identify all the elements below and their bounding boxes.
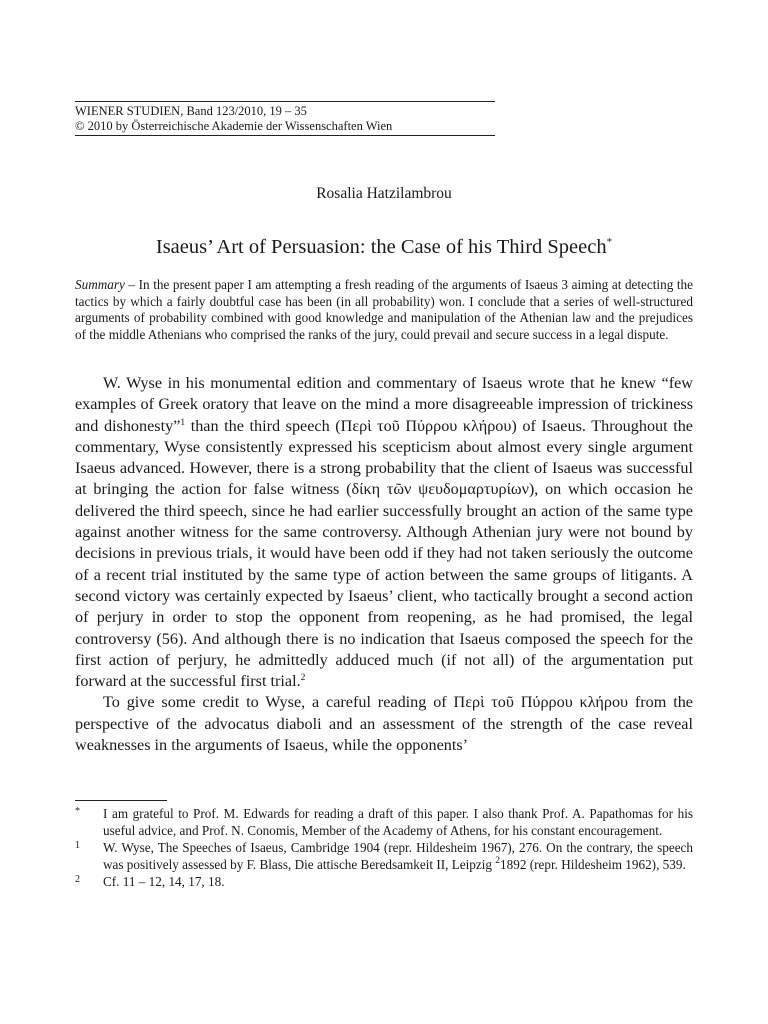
paragraph-1-part-b: than the third speech (Περὶ τοῦ Πύρρου κλήρου) of Isaeus. Throughout the commentary, Wyse consistently expressed his scepticism about almost every single argument Isaeus advanced. However, there is a strong probability that the client of Isaeus was successful at bringing the action for false witness (δίκη τῶν ψευδομαρτυρίων), on which occasion he delivered the third speech, since he had earlier successfully brought an action of the same type against another witness for the same controversy. Although Athenian jury were not bound by decisions in previous trials, it would have been odd if they had not taken seriously the outcome of a recent trial instituted by the same type of action between the same groups of litigants. A second victory was certainly expected by Isaeus’ client, who tactically brought a second action of perjury in order to stop the opponent from reopening, as he had promised, the legal controversy (56). And although there is no indication that Isaeus composed the speech for the first action of perjury, he admittedly adduced much (if not all) of the argumentation put forward at the successful first trial. [75,416,693,691]
summary-label: Summary [75,277,125,292]
footnote-star [75,806,693,839]
footnote-text: Cf. 11 – 12, 14, 17, 18. [103,874,225,890]
article-title [0,228,768,261]
body-text [75,373,693,756]
footnote-mark: 1 [75,840,80,852]
article-title-text: Isaeus’ Art of Persuasion: the Case of his Third Speech [155,236,607,258]
summary-text: – In the present paper I am attempting a fresh reading of the arguments of Isaeus 3 aiming at detecting the tactics by which a fairly doubtful case has been (in all probability) won. I conclude that a series of well-structured arguments of probability combined with good knowledge and manipulation of the Athenian law and the prejudices of the middle Athenians who comprised the ranks of the jury, could prevail and secure success in a legal dispute. [75,277,693,342]
edition-superscript: 2 [495,855,501,866]
footnote-ref-1: 1 [180,417,186,428]
footnote-text: W. Wyse, The Speeches of Isaeus, Cambridge 1904 (repr. Hildesheim 1967), 276. On the contrary, the speech was positively assessed by F. Blass, Die attische Beredsamkeit II, Leipzig [103,840,693,872]
summary-abstract [75,277,693,343]
copyright-line: © 2010 by Österreichische Akademie der Wissenschaften Wien [75,119,393,133]
footnote-text-continued: 1892 (repr. Hildesheim 1962), 539. [500,856,686,872]
journal-header [75,101,495,136]
paragraph-1-part-a: W. Wyse in his monumental edition and commentary of Isaeus wrote that he knew “few examples of Greek oratory that leave on the mind a more disagreeable impression of trickiness and dishonesty” [75,374,693,435]
footnote-separator [75,800,167,801]
paragraph-1 [75,373,693,692]
journal-citation: WIENER STUDIEN, Band 123/2010, 19 – 35 [75,104,307,118]
footnote-2 [75,874,693,891]
footnote-mark: * [75,806,80,817]
footnote-mark: 2 [75,874,80,886]
author-name: Rosalia Hatzilambrou [316,185,452,202]
footnote-text: I am grateful to Prof. M. Edwards for reading a draft of this paper. I also thank Prof. A. Papathomas for his useful advice, and Prof. N. Conomis, Member of the Academy of Athens, for his constant encouragement. [103,806,693,838]
title-footnote-marker: * [606,236,613,248]
footnotes [75,806,693,892]
footnote-ref-2: 2 [300,673,306,684]
paragraph-2: To give some credit to Wyse, a careful reading of Περὶ τοῦ Πύρρου κλήρου from the perspective of the advocatus diaboli and an assessment of the strength of the case reveal weaknesses in the arguments of Isaeus, while the opponents’ [75,693,693,755]
footnote-1 [75,840,693,873]
